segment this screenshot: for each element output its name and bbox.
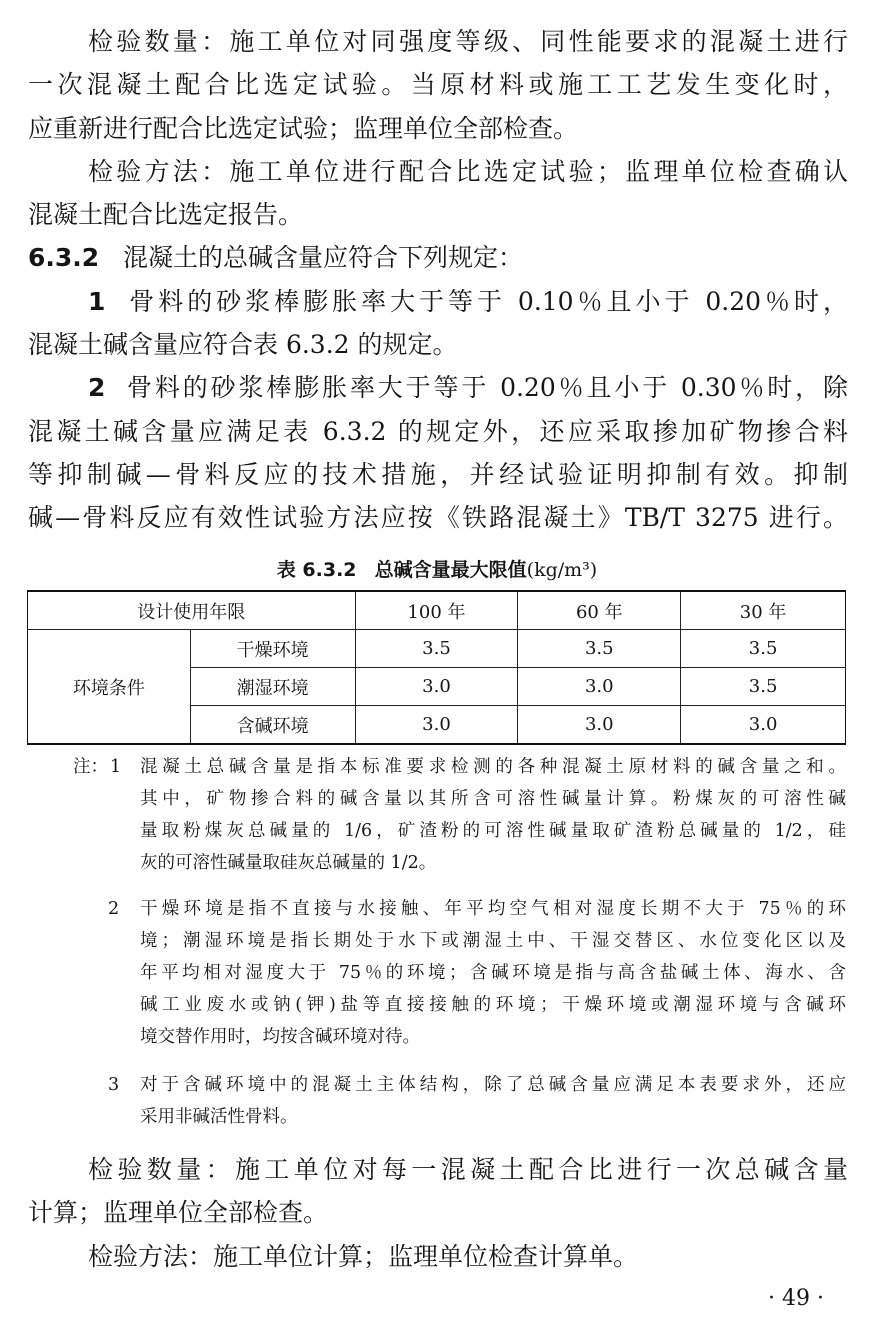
value-cell: 3.5: [355, 630, 518, 668]
clause-heading: [28, 236, 848, 279]
clause-number: 6.3.2: [28, 243, 100, 273]
value-cell: 3.5: [681, 630, 846, 668]
table-unit: (kg/m³): [526, 559, 598, 581]
paragraph-line: 应重新进行配合比选定试验；监理单位全部检查。: [28, 113, 579, 143]
note-number: 1: [110, 757, 122, 777]
item-line: 碱—骨料反应有效性试验方法应按《铁路混凝土》TB/T 3275 进行。: [28, 503, 848, 533]
paragraph-line: 检验方法：施工单位进行配合比选定试验；监理单位检查确认: [88, 156, 848, 186]
table-row: [28, 630, 846, 668]
page-number: · 49 ·: [768, 1286, 824, 1311]
item-line: 混凝土碱含量应符合表 6.3.2 的规定。: [28, 330, 458, 360]
main-text-upper: [28, 20, 848, 540]
item-number: 2: [88, 373, 106, 403]
row-label-cell: 干燥环境: [190, 630, 355, 668]
item-line: [28, 280, 848, 323]
value-cell: 3.5: [518, 630, 681, 668]
item-text: 骨料的砂浆棒膨胀率大于等于 0.20％且小于 0.30％时，除: [127, 373, 848, 403]
item-number: 1: [88, 286, 106, 316]
row-label-cell: 含碱环境: [190, 706, 355, 745]
note-line: 碱工业废水或钠(钾)盐等直接接触的环境；干燥环境或潮湿环境与含碱环: [140, 995, 846, 1015]
table-header-row: [28, 591, 846, 630]
note-number: 2: [108, 899, 120, 919]
value-cell: 3.0: [355, 706, 518, 745]
note-line: 对于含碱环境中的混凝土主体结构，除了总碱含量应满足本表要求外，还应: [140, 1075, 846, 1095]
item-text: 骨料的砂浆棒膨胀率大于等于 0.10％且小于 0.20％时，: [129, 286, 848, 316]
header-cell: 设计使用年限: [28, 591, 356, 630]
note-line: 境交替作用时，均按含碱环境对待。: [140, 1027, 420, 1047]
note-line: 其中，矿物掺合料的碱含量以其所含可溶性碱量计算。粉煤灰的可溶性碱: [140, 789, 846, 809]
value-cell: 3.0: [518, 706, 681, 745]
main-text-lower: [28, 1148, 848, 1278]
group-label-cell: 环境条件: [28, 630, 191, 745]
paragraph-line: 检验数量：施工单位对每一混凝土配合比进行一次总碱含量: [88, 1155, 848, 1184]
table-title: 总碱含量最大限值: [374, 559, 527, 581]
value-cell: 3.0: [355, 668, 518, 706]
note-line: 年平均相对湿度大于 75％的环境；含碱环境是指与高含盐碱土体、海水、含: [140, 963, 846, 983]
note-line: 干燥环境是指不直接与水接触、年平均空气相对湿度长期不大于 75％的环: [140, 899, 846, 919]
clause-text: 混凝土的总碱含量应符合下列规定：: [123, 243, 524, 273]
paragraph-line: 混凝土配合比选定报告。: [28, 200, 304, 230]
value-cell: 3.5: [681, 668, 846, 706]
table-caption: [0, 555, 874, 582]
note-line: 境；潮湿环境是指长期处于水下或潮湿土中、干湿交替区、水位变化区以及: [140, 931, 846, 951]
note-line: 采用非碱活性骨料。: [140, 1107, 298, 1127]
paragraph-line: 一次混凝土配合比选定试验。当原材料或施工工艺发生变化时，: [28, 70, 848, 100]
item-line: [28, 366, 848, 409]
paragraph-line: 检验方法：施工单位计算；监理单位检查计算单。: [88, 1241, 639, 1271]
table-number: 表 6.3.2: [276, 559, 357, 581]
paragraph-line: 检验数量：施工单位对同强度等级、同性能要求的混凝土进行: [88, 27, 848, 56]
item-line: 混凝土碱含量应满足表 6.3.2 的规定外，还应采取掺加矿物掺合料: [28, 416, 848, 446]
note-number: 3: [108, 1075, 120, 1095]
note-line: 混凝土总碱含量是指本标准要求检测的各种混凝土原材料的碱含量之和。: [140, 757, 846, 777]
header-cell: 60 年: [518, 591, 681, 630]
row-label-cell: 潮湿环境: [190, 668, 355, 706]
note-line: 灰的可溶性碱量取硅灰总碱量的 1/2。: [140, 853, 437, 873]
paragraph-line: 计算；监理单位全部检查。: [28, 1198, 329, 1228]
value-cell: 3.0: [518, 668, 681, 706]
value-cell: 3.0: [681, 706, 846, 745]
header-cell: 100 年: [355, 591, 518, 630]
alkali-limit-table: [27, 590, 846, 745]
item-line: 等抑制碱—骨料反应的技术措施，并经试验证明抑制有效。抑制: [28, 459, 848, 489]
notes-prefix: 注：: [73, 757, 108, 777]
header-cell: 30 年: [681, 591, 846, 630]
note-line: 量取粉煤灰总碱量的 1/6，矿渣粉的可溶性碱量取矿渣粉总碱量的 1/2，硅: [140, 821, 846, 841]
